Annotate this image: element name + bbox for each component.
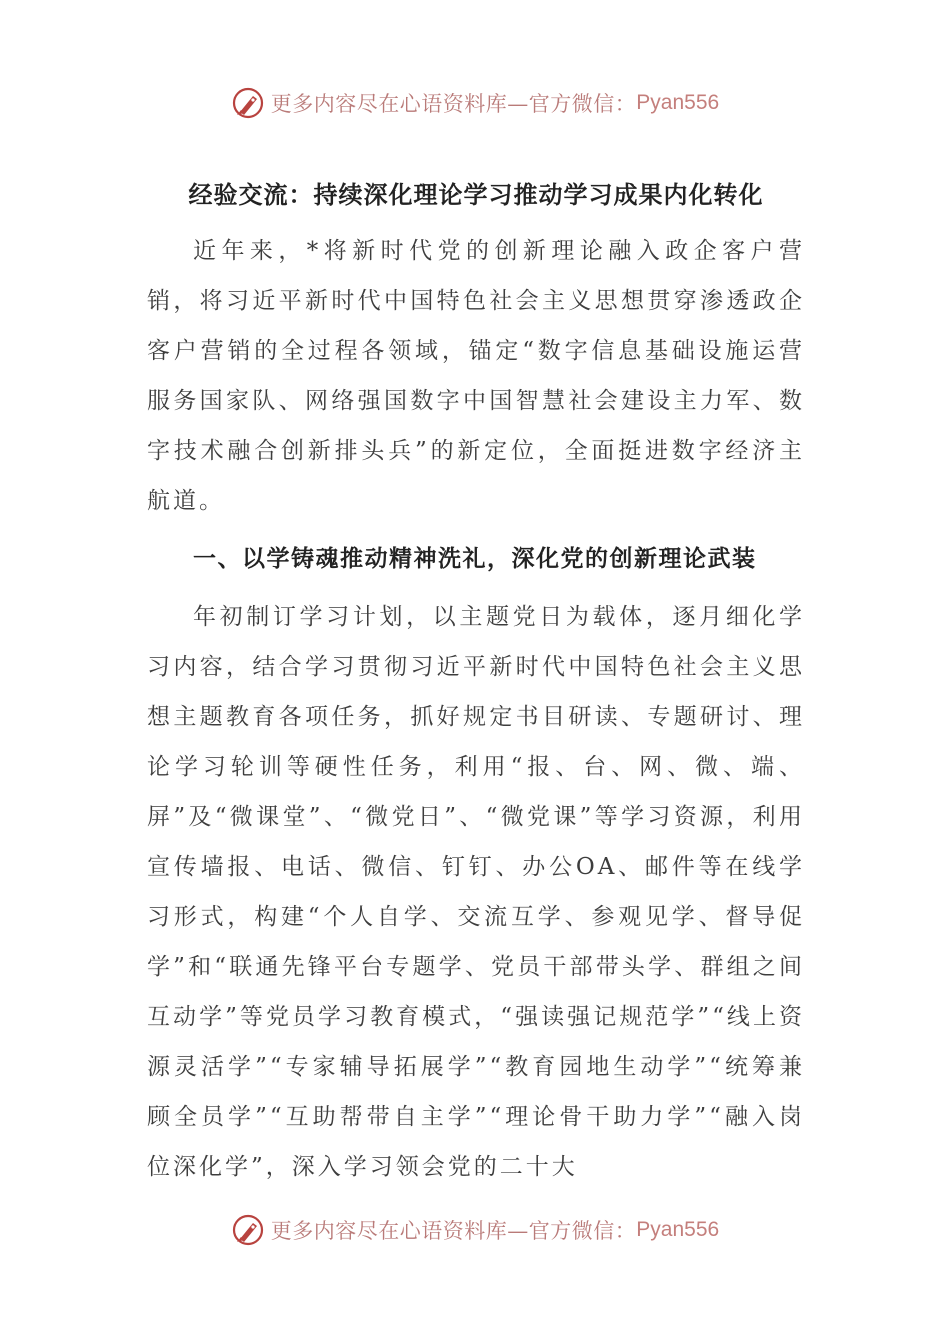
pen-nib-logo-icon — [231, 1213, 265, 1247]
document-title: 经验交流：持续深化理论学习推动学习成果内化转化 — [188, 180, 764, 209]
footer-banner — [0, 1210, 950, 1250]
intro-paragraph: 近年来，*将新时代党的创新理论融入政企客户营销，将习近平新时代中国特色社会主义思想贯穿渗透政企客户营销的全过程各领域，锚定“数字信息基础设施运营服务国家队、网络强国数字中国智慧社会建设主力军、数字技术融合创新排头兵”的新定位，全面挺进数字经济主航道。 — [147, 238, 805, 514]
header-banner — [0, 83, 950, 123]
document-body — [147, 168, 805, 1192]
banner-wechat-id: Pyan556 — [636, 1218, 720, 1241]
banner-text: 更多内容尽在心语资料库—官方微信： — [270, 92, 637, 116]
section-heading-1: 一、以学铸魂推动精神洗礼，深化党的创新理论武装 — [193, 545, 757, 572]
banner-text: 更多内容尽在心语资料库—官方微信： — [270, 1219, 637, 1243]
section-1-paragraph: 年初制订学习计划，以主题党日为载体，逐月细化学习内容，结合学习贯彻习近平新时代中国特色社会主义思想主题教育各项任务，抓好规定书目研读、专题研讨、理论学习轮训等硬性任务，利用“报、台、网、微、端、屏”及“微课堂”、“微党日”、“微党课”等学习资源，利用宣传墙报、电话、微信、钉钉、办公OA、邮件等在线学习形式，构建“个人自学、交流互学、参观见学、督导促学”和“联通先锋平台专题学、党员干部带头学、群组之间互动学”等党员学习教育模式，“强读强记规范学”“线上资源灵活学”“专家辅导拓展学”“教育园地生动学”“统筹兼顾全员学”“互助帮带自主学”“理论骨干助力学”“融入岗位深化学”，深入学习领会党的二十大 — [147, 604, 805, 1180]
pen-nib-logo-icon — [231, 86, 265, 120]
banner-wechat-id: Pyan556 — [636, 91, 720, 114]
